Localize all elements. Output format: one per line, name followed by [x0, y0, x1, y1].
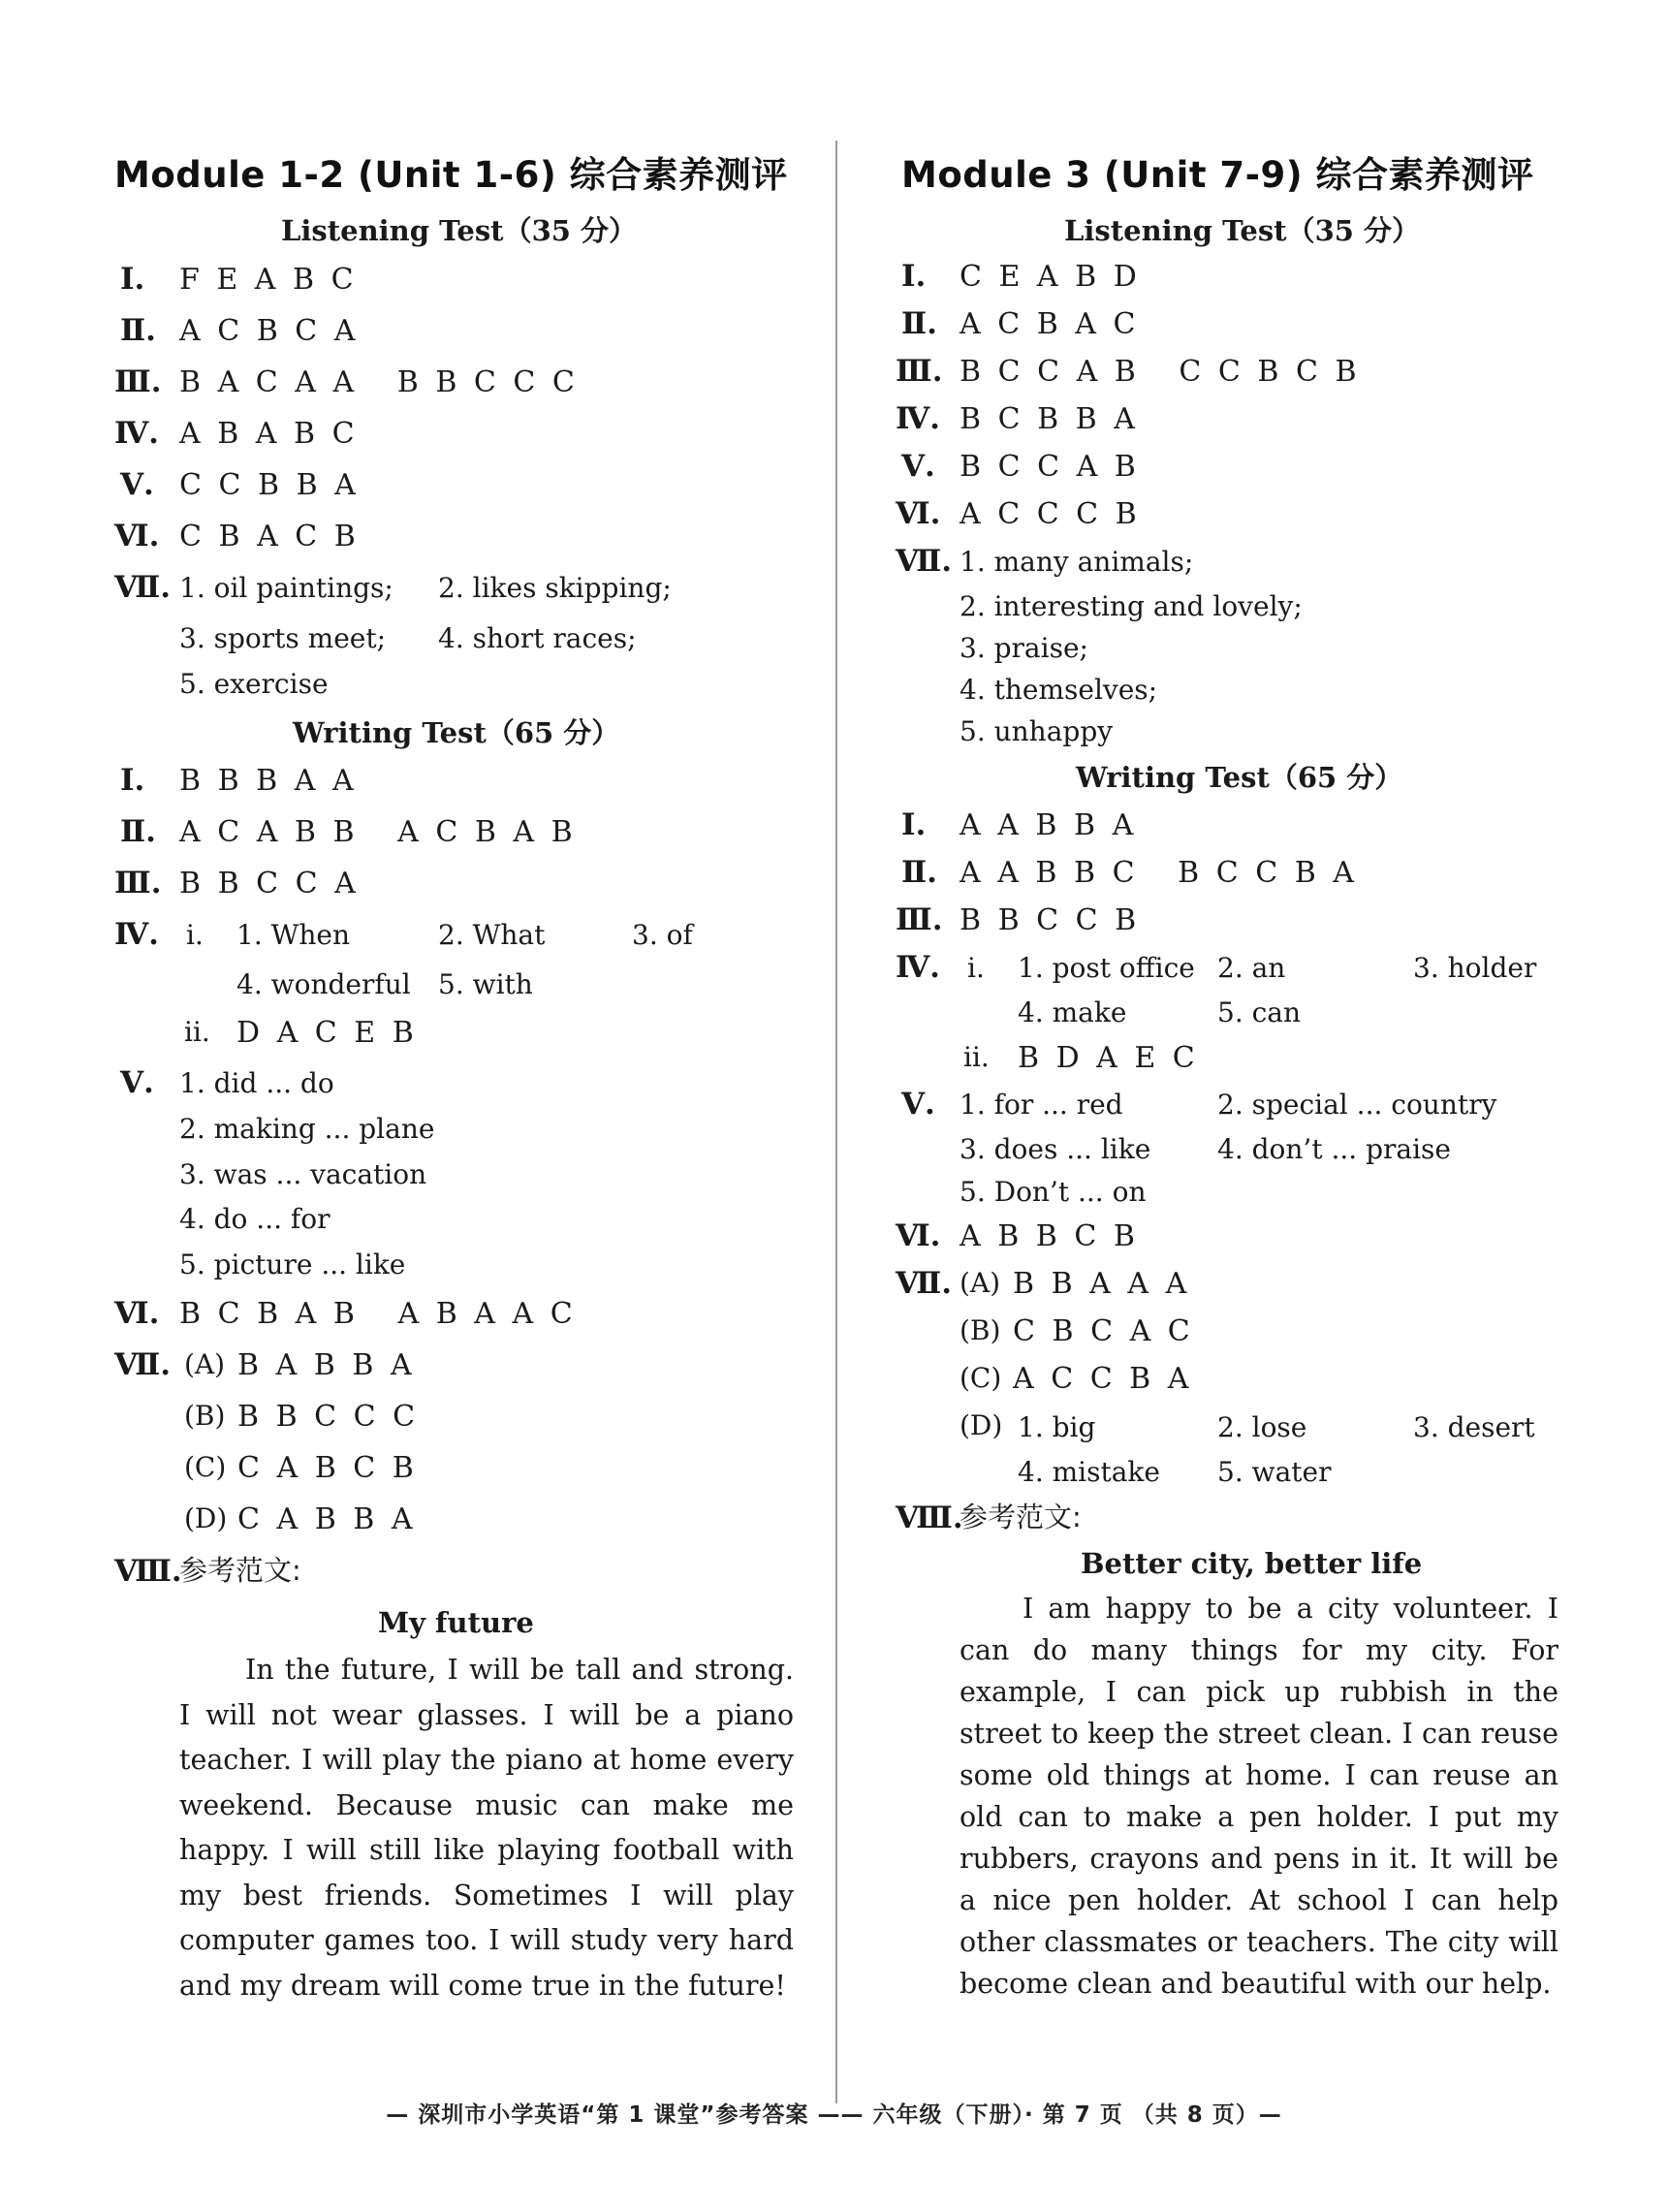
right-listening-num-3: Ⅲ.	[896, 354, 943, 389]
right-writing-7-answer-a: B B A A A	[1013, 1267, 1191, 1301]
left-writing-num-3: Ⅲ.	[114, 866, 162, 901]
right-writing-heading: Writing Test（65 分）	[1076, 761, 1403, 794]
left-writing-num-7: Ⅶ.	[114, 1347, 172, 1382]
left-writing-4-item-1: 1. When	[236, 919, 351, 951]
left-listening-answer-1: F E A B C	[179, 263, 358, 297]
left-writing-4-item-2: 2. What	[438, 919, 546, 951]
right-writing-7-d-item-3: 3. desert	[1413, 1411, 1535, 1443]
left-writing-5-item-5: 5. picture ... like	[179, 1248, 406, 1280]
right-writing-7-label-b: (B)	[960, 1314, 1001, 1346]
left-writing-7-label-b: (B)	[184, 1400, 226, 1432]
right-listening-item-4: 4. themselves;	[960, 674, 1158, 706]
left-writing-4-sub-i: ⅰ.	[186, 919, 204, 951]
right-writing-4-item-5: 5. can	[1217, 996, 1302, 1028]
right-listening-answer-1: C E A B D	[960, 260, 1141, 294]
left-writing-7-answer-a: B A B B A	[237, 1348, 416, 1382]
right-writing-7-label-a: (A)	[960, 1267, 1001, 1299]
left-writing-5-item-1: 1. did ... do	[179, 1067, 334, 1099]
right-writing-num-3: Ⅲ.	[896, 902, 943, 937]
right-listening-answer-3: B C C A B C C B C B	[960, 355, 1361, 389]
right-writing-5-item-2: 2. special ... country	[1217, 1089, 1497, 1121]
left-writing-num-4: Ⅳ.	[114, 917, 159, 952]
right-listening-item-1: 1. many animals;	[960, 546, 1194, 578]
right-listening-item-3: 3. praise;	[960, 632, 1088, 664]
right-listening-answer-5: B C C A B	[960, 450, 1140, 484]
right-writing-num-2: Ⅱ.	[901, 855, 937, 890]
right-writing-4-sub-i: ⅰ.	[967, 952, 985, 984]
right-writing-answer-6: A B B C B	[960, 1219, 1139, 1253]
right-writing-answer-2: A A B B C B C C B A	[960, 856, 1358, 890]
right-writing-7-answer-c: A C C B A	[1013, 1362, 1193, 1396]
left-writing-num-6: Ⅵ.	[114, 1296, 160, 1331]
left-writing-num-8: Ⅷ.	[114, 1554, 182, 1589]
left-listening-answer-5: C C B B A	[179, 468, 360, 502]
right-listening-answer-2: A C B A C	[960, 307, 1140, 341]
right-sample-essay-label: 参考范文:	[960, 1501, 1082, 1533]
left-listening-num-3: Ⅲ.	[114, 364, 162, 399]
right-writing-4-item-2: 2. an	[1217, 952, 1286, 984]
left-writing-num-2: Ⅱ.	[120, 814, 156, 849]
right-listening-item-2: 2. interesting and lovely;	[960, 590, 1303, 622]
left-writing-num-5: Ⅴ.	[120, 1065, 154, 1100]
right-listening-num-2: Ⅱ.	[901, 306, 937, 341]
left-listening-item-1: 1. oil paintings;	[179, 572, 393, 604]
left-writing-4-sub-ii-answer: D A C E B	[236, 1016, 418, 1050]
left-writing-answer-1: B B B A A	[179, 764, 358, 798]
right-writing-5-item-5: 5. Don’t ... on	[960, 1176, 1147, 1208]
right-listening-num-6: Ⅵ.	[896, 496, 941, 531]
right-writing-num-8: Ⅷ.	[896, 1501, 963, 1535]
right-listening-num-7: Ⅶ.	[896, 544, 953, 579]
left-writing-4-item-4: 4. wonderful	[236, 968, 411, 1000]
left-listening-item-5: 5. exercise	[179, 668, 329, 700]
left-listening-answer-6: C B A C B	[179, 520, 360, 553]
left-listening-num-4: Ⅳ.	[114, 416, 159, 451]
right-listening-heading: Listening Test（35 分）	[1064, 214, 1421, 247]
column-divider	[835, 141, 837, 2103]
right-writing-5-item-1: 1. for ... red	[960, 1089, 1123, 1121]
left-writing-4-item-5: 5. with	[438, 968, 533, 1000]
left-writing-5-item-2: 2. making ... plane	[179, 1113, 435, 1145]
left-listening-item-3: 3. sports meet;	[179, 622, 387, 654]
left-listening-heading: Listening Test（35 分）	[281, 214, 638, 247]
right-listening-item-5: 5. unhappy	[960, 715, 1114, 747]
right-writing-5-item-4: 4. don’t ... praise	[1217, 1133, 1451, 1165]
right-writing-7-label-d: (D)	[960, 1409, 1003, 1441]
left-writing-4-item-3: 3. of	[632, 919, 693, 951]
right-writing-7-answer-b: C B C A C	[1013, 1314, 1194, 1348]
left-writing-7-label-d: (D)	[184, 1502, 228, 1534]
right-writing-num-1: Ⅰ.	[901, 807, 927, 842]
left-listening-item-4: 4. short races;	[438, 622, 637, 654]
right-writing-7-d-item-1: 1. big	[1018, 1411, 1096, 1443]
right-listening-num-1: Ⅰ.	[901, 259, 927, 294]
right-writing-7-d-item-2: 2. lose	[1217, 1411, 1307, 1443]
right-writing-7-d-item-5: 5. water	[1217, 1456, 1332, 1488]
right-writing-5-item-3: 3. does ... like	[960, 1133, 1151, 1165]
right-listening-answer-6: A C C C B	[960, 497, 1141, 531]
right-listening-answer-4: B C B B A	[960, 402, 1139, 436]
left-listening-item-2: 2. likes skipping;	[438, 572, 672, 604]
right-writing-4-sub-ii: ⅱ.	[963, 1041, 990, 1073]
right-writing-num-4: Ⅳ.	[896, 950, 940, 985]
right-essay-title: Better city, better life	[1081, 1547, 1423, 1580]
left-writing-7-answer-d: C A B B A	[237, 1502, 417, 1536]
right-writing-num-5: Ⅴ.	[901, 1087, 935, 1122]
left-writing-7-answer-b: B B C C C	[237, 1400, 420, 1434]
left-writing-5-item-3: 3. was ... vacation	[179, 1158, 427, 1190]
right-module-title: Module 3 (Unit 7-9) 综合素养测评	[901, 154, 1534, 196]
right-writing-4-item-3: 3. holder	[1413, 952, 1537, 984]
left-listening-answer-2: A C B C A	[179, 314, 360, 348]
right-writing-answer-3: B B C C B	[960, 903, 1141, 937]
left-writing-heading: Writing Test（65 分）	[293, 716, 620, 749]
right-writing-num-6: Ⅵ.	[896, 1218, 941, 1253]
left-essay-body: In the future, I will be tall and strong. I will not wear glasses. I will be a piano teacher. I will play the piano at home every weekend. Because music can make me happy. I will still like playing football with my best friends. Sometimes I will play computer games too. I will study very hard and my dream will come true in the future!	[179, 1654, 794, 2002]
left-listening-answer-4: A B A B C	[179, 417, 359, 451]
right-listening-num-4: Ⅳ.	[896, 401, 940, 436]
right-writing-7-label-c: (C)	[960, 1362, 1002, 1394]
left-listening-num-5: Ⅴ.	[120, 467, 154, 502]
left-writing-num-1: Ⅰ.	[120, 763, 145, 798]
page-footer: — 深圳市小学英语“第 1 课堂”参考答案 —— 六年级（下册）· 第 7 页 （共 8 页）—	[386, 2102, 1282, 2128]
right-writing-4-sub-ii-answer: B D A E C	[1018, 1041, 1199, 1075]
left-writing-7-label-c: (C)	[184, 1451, 227, 1483]
left-module-title: Module 1-2 (Unit 1-6) 综合素养测评	[114, 154, 788, 196]
right-essay-body: I am happy to be a city volunteer. I can do many things for my city. For example, I can pick up rubbish in the street to keep the street clean. I can reuse some old things at home. I can reuse an old can to make a pen holder. I put my rubbers, crayons and pens in it. It will be a nice pen holder. At school I can help other classmates or teachers. The city will become clean and beautiful with our help.	[960, 1593, 1558, 2000]
left-writing-5-item-4: 4. do ... for	[179, 1203, 330, 1235]
right-writing-answer-1: A A B B A	[960, 808, 1138, 842]
left-sample-essay-label: 参考范文:	[179, 1554, 301, 1587]
left-listening-num-1: Ⅰ.	[120, 262, 145, 297]
left-listening-answer-3: B A C A A B B C C C	[179, 365, 579, 399]
left-writing-answer-6: B C B A B A B A A C	[179, 1297, 577, 1331]
left-writing-4-sub-ii: ⅱ.	[184, 1016, 210, 1048]
left-writing-answer-3: B B C C A	[179, 867, 360, 901]
right-writing-4-item-4: 4. make	[1018, 996, 1127, 1028]
left-listening-num-2: Ⅱ.	[120, 313, 156, 348]
right-writing-7-d-item-4: 4. mistake	[1018, 1456, 1160, 1488]
left-listening-num-6: Ⅵ.	[114, 519, 160, 553]
left-writing-7-answer-c: C A B C B	[237, 1451, 418, 1485]
left-writing-answer-2: A C A B B A C B A B	[179, 815, 577, 849]
right-writing-4-item-1: 1. post office	[1018, 952, 1195, 984]
right-writing-num-7: Ⅶ.	[896, 1266, 953, 1301]
right-listening-num-5: Ⅴ.	[901, 449, 935, 484]
left-writing-7-label-a: (A)	[184, 1348, 226, 1380]
left-listening-num-7: Ⅶ.	[114, 570, 172, 605]
left-essay-title: My future	[378, 1606, 534, 1639]
